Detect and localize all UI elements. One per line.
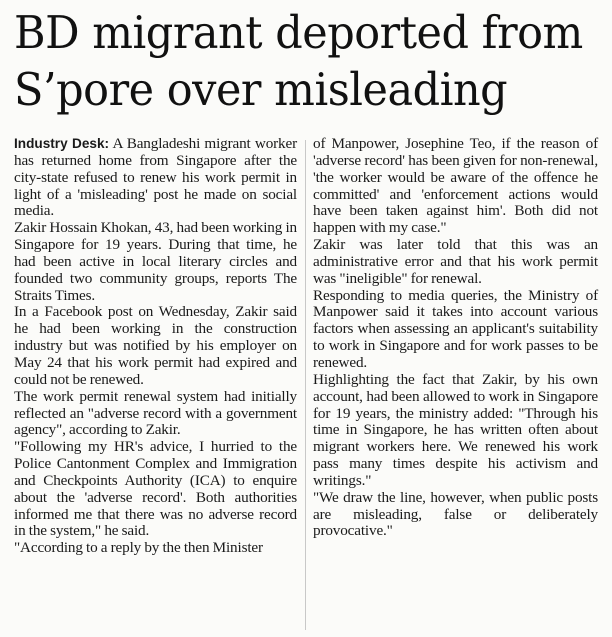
paragraph — [14, 136, 297, 220]
left-column — [14, 136, 297, 557]
paragraph: Responding to media queries, the Ministry of Manpower said it takes into account various factors when assessing an applicant's suitability to work in Singapore and for work passes to be renewed. — [313, 286, 598, 371]
column-divider — [305, 140, 306, 630]
paragraph: "According to a reply by the then Minister — [14, 539, 263, 557]
paragraph: Highlighting the fact that Zakir, by his own account, had been allowed to work in Singapore for 19 years, the ministry added: "Through his time in Singapore, he has written often about migrant workers here. We renewed his work pass many times despite his activism and writings." — [313, 370, 598, 489]
paragraph: of Manpower, Josephine Teo, if the reason of 'adverse record' has been given for non-renewal, 'the worker would be aware of the offence he committed' and 'enforcement actions would have been taken against him'. Both did not happen with my case." — [313, 135, 598, 237]
paragraph: "Following my HR's advice, I hurried to the Police Cantonment Complex and Immigration and Checkpoints Authority (ICA) to enquire about the 'adverse record'. Both authorities informed me that there was no adverse record in the system," he said. — [14, 438, 297, 540]
paragraph-text: A Bangladeshi migrant worker has returned home from Singapore after the city-state refused to renew his work permit in light of a 'misleading' post he made on social media. — [14, 135, 297, 220]
paragraph: Zakir was later told that this was an administrative error and that his work permit was "ineligible" for renewal. — [313, 236, 598, 287]
paragraph: Zakir Hossain Khokan, 43, had been working in Singapore for 19 years. During that time, he had been active in local literary circles and founded two community groups, reports The Straits Times. — [14, 219, 297, 304]
headline — [14, 4, 583, 118]
paragraph: The work permit renewal system had initially reflected an "adverse record with a government agency", according to Zakir. — [14, 387, 297, 439]
right-column — [313, 136, 598, 540]
headline-line-2: S’pore over misleading — [14, 63, 508, 116]
dateline: Industry Desk: — [14, 136, 110, 151]
headline-line-1: BD migrant deported from — [14, 6, 583, 59]
paragraph: In a Facebook post on Wednesday, Zakir said he had been working in the construction industry but was notified by his employer on May 24 that his work permit had expired and could not be renewed. — [14, 303, 297, 388]
paragraph: "We draw the line, however, when public posts are misleading, false or deliberately provocative." — [313, 488, 598, 540]
